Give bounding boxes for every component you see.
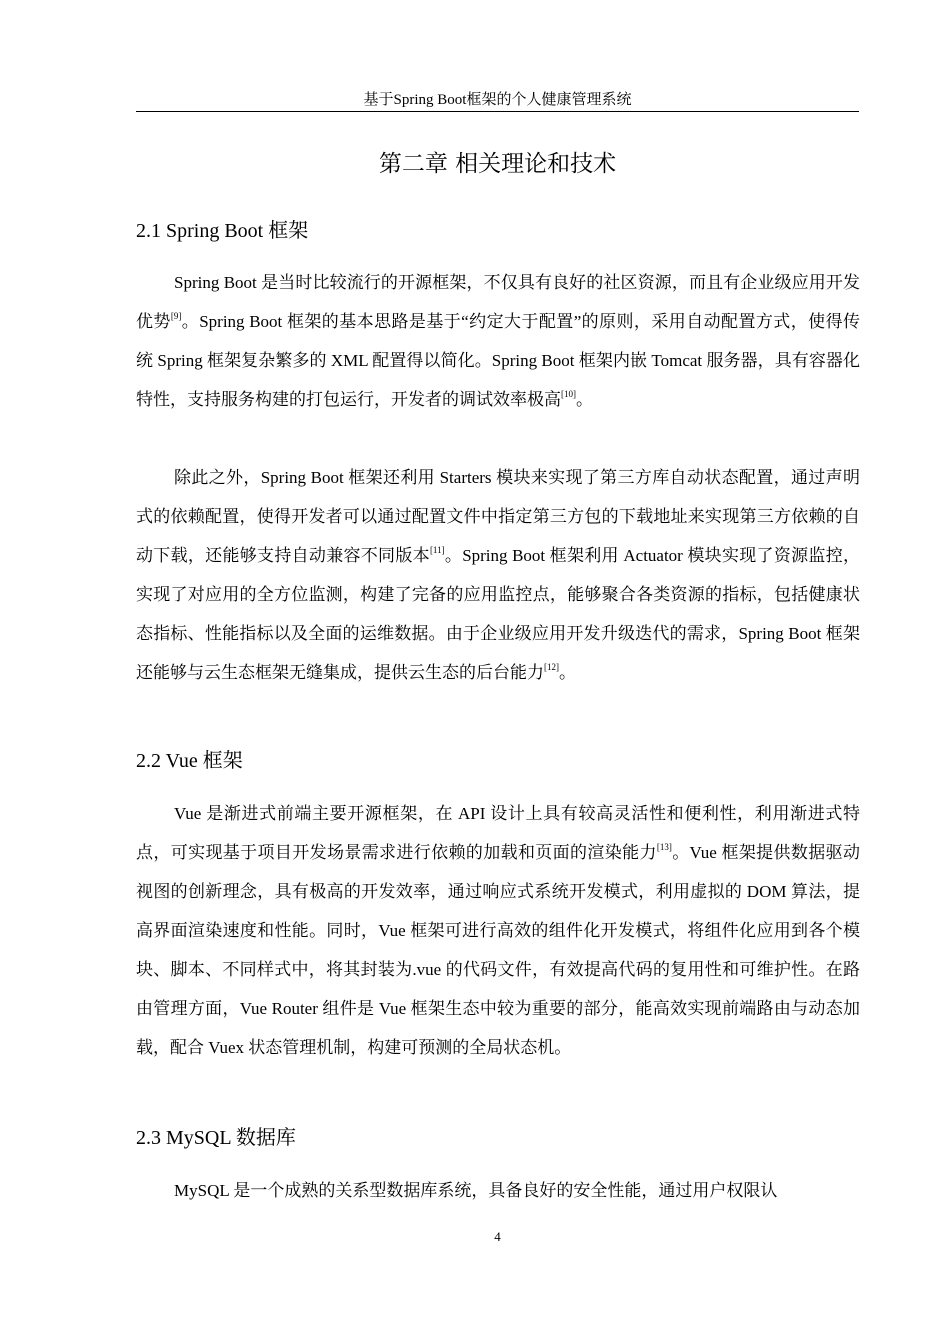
paragraph-text: MySQL 是一个成熟的关系型数据库系统，具备良好的安全性能，通过用户权限认: [174, 1181, 778, 1200]
running-header: 基于Spring Boot框架的个人健康管理系统: [363, 92, 632, 108]
citation-ref: [10]: [561, 389, 576, 400]
section-heading-2-1: 2.1 Spring Boot 框架: [136, 220, 309, 242]
paragraph-text: Vue 是渐进式前端主要开源框架，在 API 设计上具有较高灵活性和便利性，利用渐进式特点，可实现基于项目开发场景需求进行依赖的加载和页面的渲染能力: [136, 804, 860, 862]
header-rule: [136, 111, 859, 112]
paragraph-text: Spring Boot 是当时比较流行的开源框架，不仅具有良好的社区资源，而且有企业级应用开发优势: [136, 273, 860, 331]
page-number: 4: [494, 1229, 501, 1244]
citation-ref: [9]: [170, 311, 182, 322]
paragraph-text: 除此之外，Spring Boot 框架还利用 Starters 模块来实现了第三方库自动状态配置，通过声明式的依赖配置，使得开发者可以通过配置文件中指定第三方包的下载地址来实现第三方依赖的自动下载，还能够支持自动兼容不同版本: [136, 468, 860, 565]
paragraph-text: 。Vue 框架提供数据驱动视图的创新理念，具有极高的开发效率，通过响应式系统开发模式，利用虚拟的 DOM 算法，提高界面渲染速度和性能。同时，Vue 框架可进行高效的组件化开发模式，将组件化应用到各个模块、脚本、不同样式中，将其封装为.vue 的代码文件，有效提高代码的复用性和可维护性。在路由管理方面，Vue Router 组件是 Vue 框架生态中较为重要的部分，能高效实现前端路由与动态加载，配合 Vuex 状态管理机制，构建可预测的全局状态机。: [136, 843, 860, 1057]
paragraph-2-1-b: [136, 458, 860, 692]
citation-ref: [11]: [429, 545, 445, 556]
chapter-title: 第二章 相关理论和技术: [378, 151, 617, 177]
section-heading-2-3: 2.3 MySQL 数据库: [136, 1127, 296, 1149]
paragraph-text: 。Spring Boot 框架利用 Actuator 模块实现了资源监控，实现了对应用的全方位监测，构建了完备的应用监控点，能够聚合各类资源的指标，包括健康状态指标、性能指标以及全面的运维数据。由于企业级应用开发升级迭代的需求，Spring Boot 框架还能够与云生态框架无缝集成，提供云生态的后台能力: [136, 546, 860, 682]
paragraph-2-1-a: [136, 263, 860, 419]
citation-ref: [12]: [544, 662, 559, 673]
paragraph-text: 。: [576, 390, 593, 409]
paragraph-2-3-a: [136, 1171, 860, 1210]
paragraph-2-2-a: [136, 794, 860, 1067]
citation-ref: [13]: [656, 842, 672, 853]
paragraph-text: 。: [559, 663, 576, 682]
paragraph-text: 。Spring Boot 框架的基本思路是基于“约定大于配置”的原则，采用自动配置方式，使得传统 Spring 框架复杂繁多的 XML 配置得以简化。Spring Boot 框架内嵌 Tomcat 服务器，具有容器化特性，支持服务构建的打包运行，开发者的调试效率极高: [136, 312, 861, 409]
section-heading-2-2: 2.2 Vue 框架: [136, 750, 243, 772]
